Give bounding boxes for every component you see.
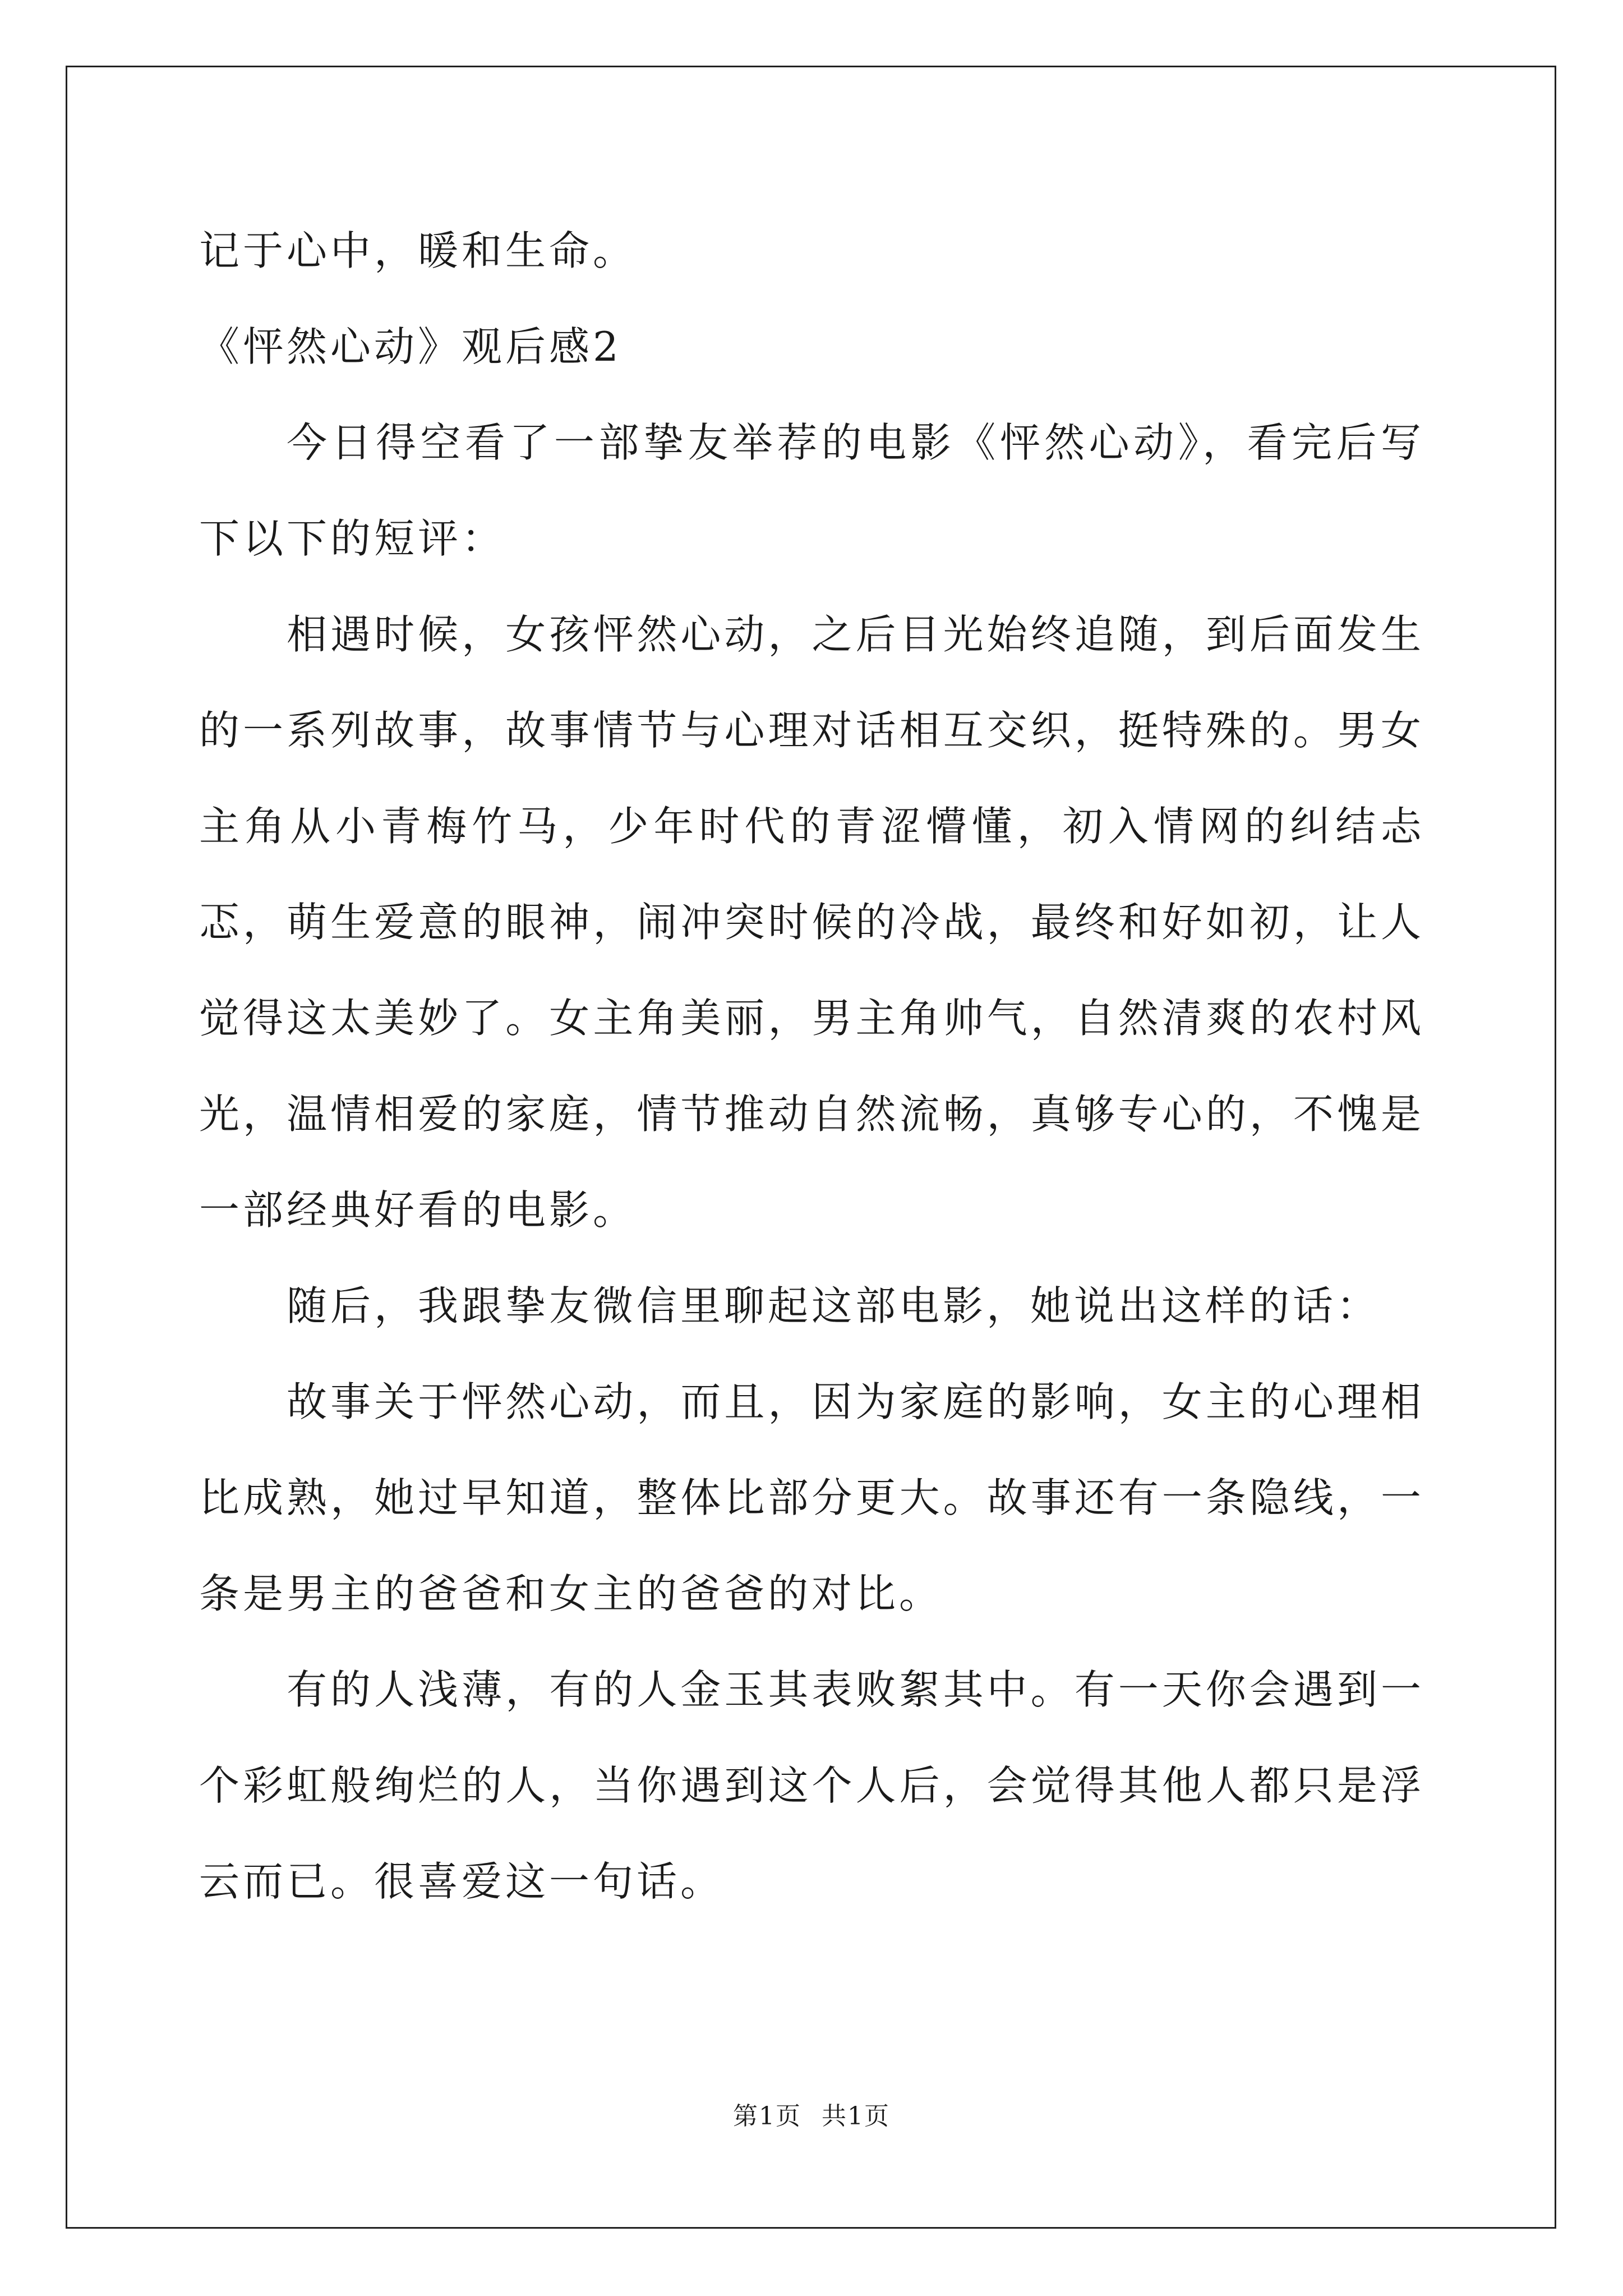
paragraph-continuation: 记于心中，暖和生命。: [199, 227, 637, 274]
page-footer: [0, 2096, 1623, 2132]
paragraph: 故事关于怦然心动，而且，因为家庭的影响，女主的心理相比成熟，她过早知道，整体比部分更大。故事还有一条隐线，一条是男主的爸爸和女主的爸爸的对比。: [199, 1378, 1424, 1617]
paragraph: 相遇时候，女孩怦然心动，之后目光始终追随，到后面发生的一系列故事，故事情节与心理对话相互交织，挺特殊的。男女主角从小青梅竹马，少年时代的青涩懵懂，初入情网的纠结忐忑，萌生爱意的眼神，闹冲突时候的冷战，最终和好如初，让人觉得这太美妙了。女主角美丽，男主角帅气，自然清爽的农村风光，温情相爱的家庭，情节推动自然流畅，真够专心的，不愧是一部经典好看的电影。: [199, 611, 1424, 1234]
paragraph: 有的人浅薄，有的人金玉其表败絮其中。有一天你会遇到一个彩虹般绚烂的人，当你遇到这个人后，会觉得其他人都只是浮云而已。很喜爱这一句话。: [199, 1666, 1424, 1905]
page-number: 第1页: [733, 2102, 801, 2131]
section-heading: 《怦然心动》观后感2: [199, 323, 622, 370]
paragraph: 今日得空看了一部挚友举荐的电影《怦然心动》，看完后写下以下的短评：: [199, 419, 1424, 562]
document-body: [199, 203, 1424, 1930]
page-total: 共1页: [822, 2102, 890, 2131]
paragraph: 随后，我跟挚友微信里聊起这部电影，她说出这样的话：: [287, 1282, 1381, 1329]
